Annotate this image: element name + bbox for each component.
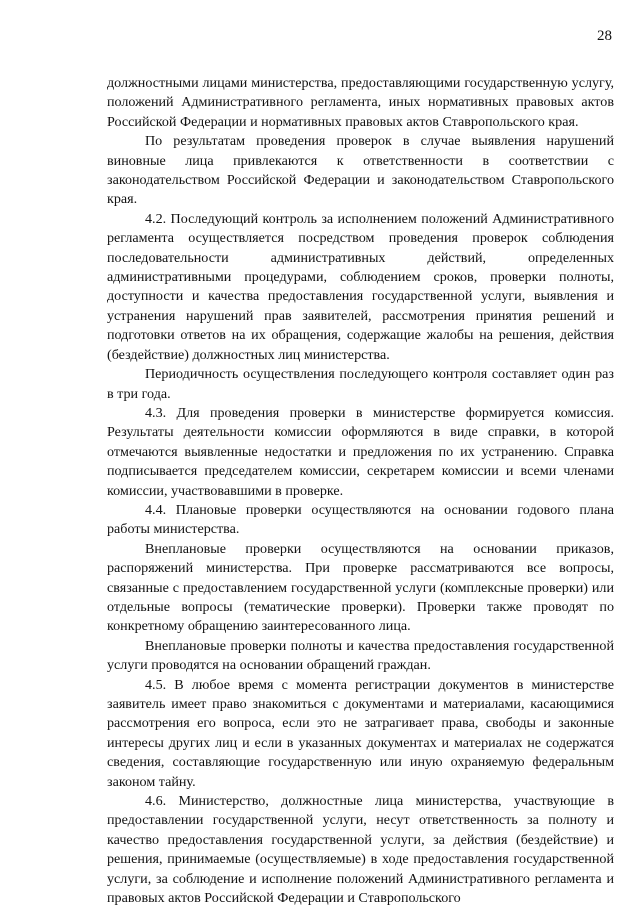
paragraph-4-3: 4.3. Для проведения проверки в министерстве формируется комиссия. Результаты деятельности комиссии оформляются в виде справки, в которой отмечаются выявленные недостатки и предложения по их устранению. Справка подписывается председателем комиссии, секретарем комиссии и всеми членами комиссии, участвовавшими в проверке. — [107, 404, 614, 499]
document-body — [107, 74, 614, 908]
paragraph-4-5: 4.5. В любое время с момента регистрации документов в министерстве заявитель имеет право знакомиться с документами и материалами, касающимися рассмотрения его вопроса, если это не затрагивает права, свободы и законные интересы других лиц и если в указанных документах и материалах не содержатся сведения, составляющие государственную или иную охраняемую федеральным законом тайну. — [107, 676, 614, 790]
paragraph-unscheduled-quality-checks: Внеплановые проверки полноты и качества предоставления государственной услуги проводятся на основании обращений граждан. — [107, 637, 614, 674]
paragraph-liability: По результатам проведения проверок в случае выявления нарушений виновные лица привлекаются к ответственности в соответствии с законодательством Российской Федерации и законодательством Ставропольского края. — [107, 133, 614, 208]
paragraph-4-6: 4.6. Министерство, должностные лица министерства, участвующие в предоставлении государственной услуги, несут ответственность за полноту и качество предоставления государственной услуги, за действия (бездействие) и решения, принимаемые (осуществляемые) в ходе предоставления государственной услуги, за соблюдение и исполнение положений Административного регламента и правовых актов Российской Федерации и Ставропольского — [107, 793, 614, 907]
paragraph-unscheduled-checks: Внеплановые проверки осуществляются на основании приказов, распоряжений министерства. При проверке рассматриваются все вопросы, связанные с предоставлением государственной услуги (комплексные проверки) или отдельные вопросы (тематические проверки). Проверки также проводят по конкретному обращению заинтересованного лица. — [107, 540, 614, 635]
paragraph-4-4: 4.4. Плановые проверки осуществляются на основании годового плана работы министерства. — [107, 501, 614, 538]
paragraph-periodicity: Периодичность осуществления последующего контроля составляет один раз в три года. — [107, 366, 614, 402]
page-number: 28 — [597, 28, 612, 44]
paragraph-continuation: должностными лицами министерства, предоставляющими государственную услугу, положений Административного регламента, иных нормативных правовых актов Российской Федерации и нормативных правовых актов Ставропольского края. — [107, 75, 614, 130]
paragraph-4-2: 4.2. Последующий контроль за исполнением положений Административного регламента осуществляется посредством проведения проверок соблюдения последовательности административных действий, определенных административными процедурами, соблюдением сроков, проверки полноты, доступности и качества предоставления государственной услуги, выявления и устранения нарушений прав заявителей, рассмотрения принятия решений и подготовки ответов на их обращения, содержащие жалобы на решения, действия (бездействие) должностных лиц министерства. — [107, 210, 614, 363]
